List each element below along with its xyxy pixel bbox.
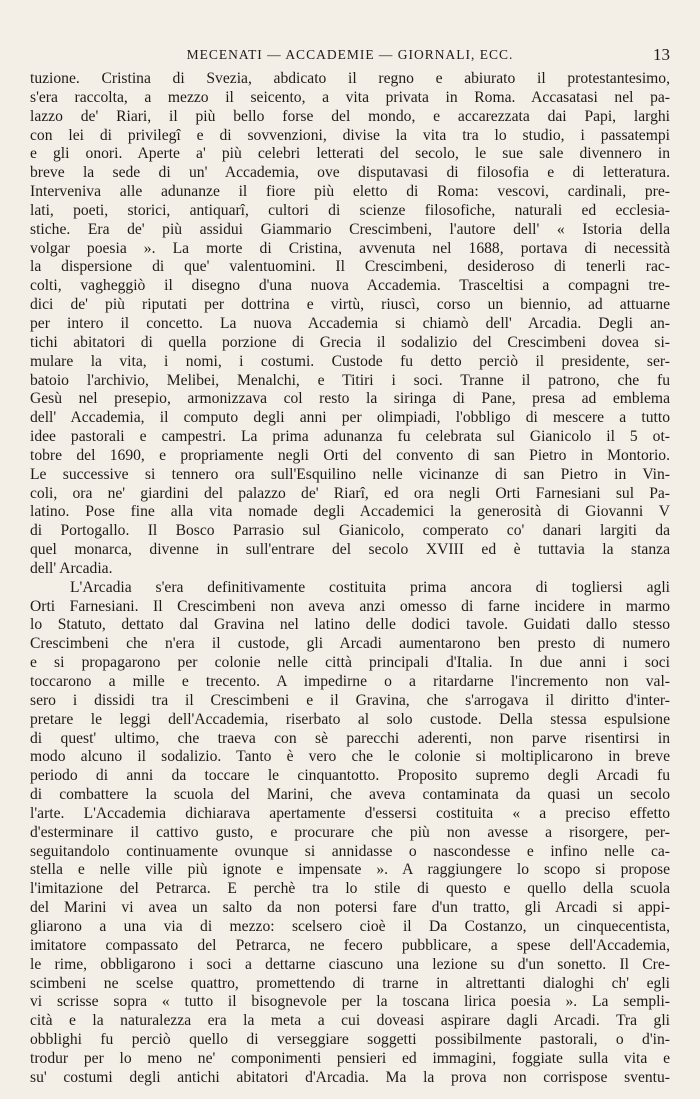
text-line: volgar poesia ». La morte di Cristina, avvenuta nel 1688, portava di necessità <box>30 239 670 257</box>
text-line: idee pastorali e campestri. La prima adunanza fu celebrata sul Gianicolo il 5 ot- <box>30 428 670 446</box>
text-line: tobre del 1690, e propriamente negli Orti del convento di san Pietro in Montorio. <box>30 446 670 464</box>
text-line: l'imitazione del Petrarca. E perchè tra lo stile di questo e quello della scuola <box>30 880 670 898</box>
text-line: cità e la naturalezza era la meta a cui doveasi aspirare dagli Arcadi. Tra gli <box>30 1012 670 1030</box>
text-line: pretare le leggi dell'Accademia, riserbato al solo custode. Della stessa espulsione <box>30 710 670 728</box>
text-line: l'arte. L'Accademia dichiarava apertamente d'essersi costituita « a preciso effetto <box>30 804 670 822</box>
text-line: vi scrisse sopra « tutto il bisognevole per la toscana lirica poesia ». La sempli- <box>30 993 670 1011</box>
text-line: tuzione. Cristina di Svezia, abdicato il regno e abiurato il protestantesimo, <box>30 70 670 87</box>
text-line: di Portogallo. Il Bosco Parrasio sul Gianicolo, comperato co' danari largiti da <box>30 522 670 540</box>
text-line: scimbeni ne scelse quattro, promettendo di trarne in altrettanti dialoghi ch' egli <box>30 974 670 992</box>
text-line: tichi abitatori di quella porzione di Grecia il sodalizio del Crescimbeni dovea si- <box>30 333 670 351</box>
text-line: Gesù nel presepio, armonizzava col resto la siringa di Pane, presa ad emblema <box>30 390 670 408</box>
text-line: lo Statuto, dettato dal Gravina nel latino delle dodici tavole. Guidati dallo stesso <box>30 616 670 634</box>
text-line: dell' Arcadia. <box>30 559 113 577</box>
text-line: d'esterminare il cattivo gusto, e procurare che più non avesse a risorgere, per- <box>30 823 670 841</box>
text-line: seguitandolo continuamente ovunque si annidasse o nascondesse e infino nelle ca- <box>30 842 670 860</box>
text-line: Crescimbeni che n'era il custode, gli Arcadi aumentarono ben presto di numero <box>30 635 670 653</box>
text-line: del Marini vi avea un salto da non potersi fare d'un tratto, gli Arcadi si appi- <box>30 899 670 917</box>
text-line: e si propagarono per colonie nelle città principali d'Italia. In due anni i soci <box>30 654 670 672</box>
text-line: lazzo de' Riari, il più bello forse del mondo, e accarezzata dai Papi, larghi <box>30 107 670 125</box>
text-line: per intero il concetto. La nuova Accademia si chiamò dell' Arcadia. Degli an- <box>30 314 670 332</box>
text-line: colti, vagheggiò il disegno d'una nuova Accademia. Trasceltisi a compagni tre- <box>30 277 670 295</box>
body-text <box>30 70 670 1088</box>
text-line: L'Arcadia s'era definitivamente costituita prima ancora di togliersi agli <box>70 578 670 596</box>
text-line: quel monarca, divenne in sull'entrare del secolo XVIII ed è tuttavia la stanza <box>30 541 670 559</box>
text-line: batoio l'archivio, Melibei, Menalchi, e Titiri i soci. Tranne il patrono, che fu <box>30 371 670 389</box>
text-line: Interveniva alle adunanze il fiore più eletto di Roma: vescovi, cardinali, pre- <box>30 183 670 201</box>
text-line: latino. Pose fine alla vita nomade degli Accademici la generosità di Giovanni V <box>30 503 670 521</box>
text-line: su' costumi degli antichi abitatori d'Arcadia. Ma la prova non corrispose sventu- <box>30 1068 670 1086</box>
text-line: stella e nelle ville più ignote e impensate ». A raggiungere lo scopo si propose <box>30 861 670 879</box>
running-head <box>30 47 670 67</box>
text-line: modo alcuno il sodalizio. Tanto è vero che le colonie si moltiplicarono in breve <box>30 748 670 766</box>
text-line: breve la sede di un' Accademia, ove disputavasi di filosofia e di letteratura. <box>30 164 670 182</box>
text-line: obblighi fu perciò quello di verseggiare soggetti possibilmente pastorali, o d'in- <box>30 1031 670 1049</box>
text-line: dell' Accademia, il computo degli anni per olimpiadi, l'obbligo di mescere a tutto <box>30 409 670 427</box>
running-head-title: MECENATI — ACCADEMIE — GIORNALI, ECC. <box>186 47 514 62</box>
text-line: mulare la vita, i nomi, i costumi. Custode fu detto perciò il presidente, ser- <box>30 352 670 370</box>
text-line: di combattere la scuola del Marini, che aveva contaminata da quasi un secolo <box>30 786 670 804</box>
text-line: lati, poeti, storici, antiquarî, cultori di scienze filosofiche, naturali ed ecclesia- <box>30 201 670 219</box>
text-line: dici de' più riputati per dottrina e virtù, riuscì, corso un biennio, ad attuarne <box>30 296 670 314</box>
text-line: coli, ora ne' giardini del palazzo de' Riarî, ed ora negli Orti Farnesiani sul Pa- <box>30 484 670 502</box>
text-line: la dispersione di que' valentuomini. Il Crescimbeni, desideroso di tenerli rac- <box>30 258 670 276</box>
text-line: le rime, obbligarono i soci a dettarne ciascuno una lezione su d'un sonetto. Il Cre- <box>30 955 670 973</box>
text-line: toccarono a mille e trecento. A impedirne o a ritardarne l'incremento non val- <box>30 673 670 690</box>
text-line: imitatore compassato del Petrarca, ne fecero pubblicare, a spese dell'Accademia, <box>30 936 670 954</box>
text-line: Orti Farnesiani. Il Crescimbeni non aveva anzi omesso di farne incidere in marmo <box>30 597 670 615</box>
text-line: Le successive si tennero ora sull'Esquilino nelle vicinanze di san Pietro in Vin- <box>30 465 670 483</box>
text-line: di quest' ultimo, che traeva con sè parecchi aderenti, non parve risentirsi in <box>30 729 670 747</box>
text-line: sero i dissidi tra il Crescimbeni e il Gravina, che s'arrogava il diritto d'inter- <box>30 691 670 709</box>
text-line: e gli onori. Aperte a' più celebri letterati del secolo, le sue sale divennero in <box>30 145 670 163</box>
page-number: 13 <box>653 45 670 64</box>
text-line: trodur per lo meno ne' componimenti pensieri ed immagini, foggiate sulla vita e <box>30 1049 670 1067</box>
text-line: stiche. Era de' più assidui Giammario Crescimbeni, l'autore dell' « Istoria della <box>30 220 670 238</box>
text-line: periodo di anni da toccare le cinquantotto. Proposito supremo degli Arcadi fu <box>30 767 670 785</box>
text-line: gliarono a una via di mezzo: scelsero cioè il Da Costanzo, un cinquecentista, <box>30 917 670 935</box>
text-line: con lei di privilegî e di sovvenzioni, divise la vita tra lo studio, i passatempi <box>30 126 670 144</box>
text-line: s'era raccolta, a mezzo il seicento, a vita privata in Roma. Accasatasi nel pa- <box>30 88 670 106</box>
